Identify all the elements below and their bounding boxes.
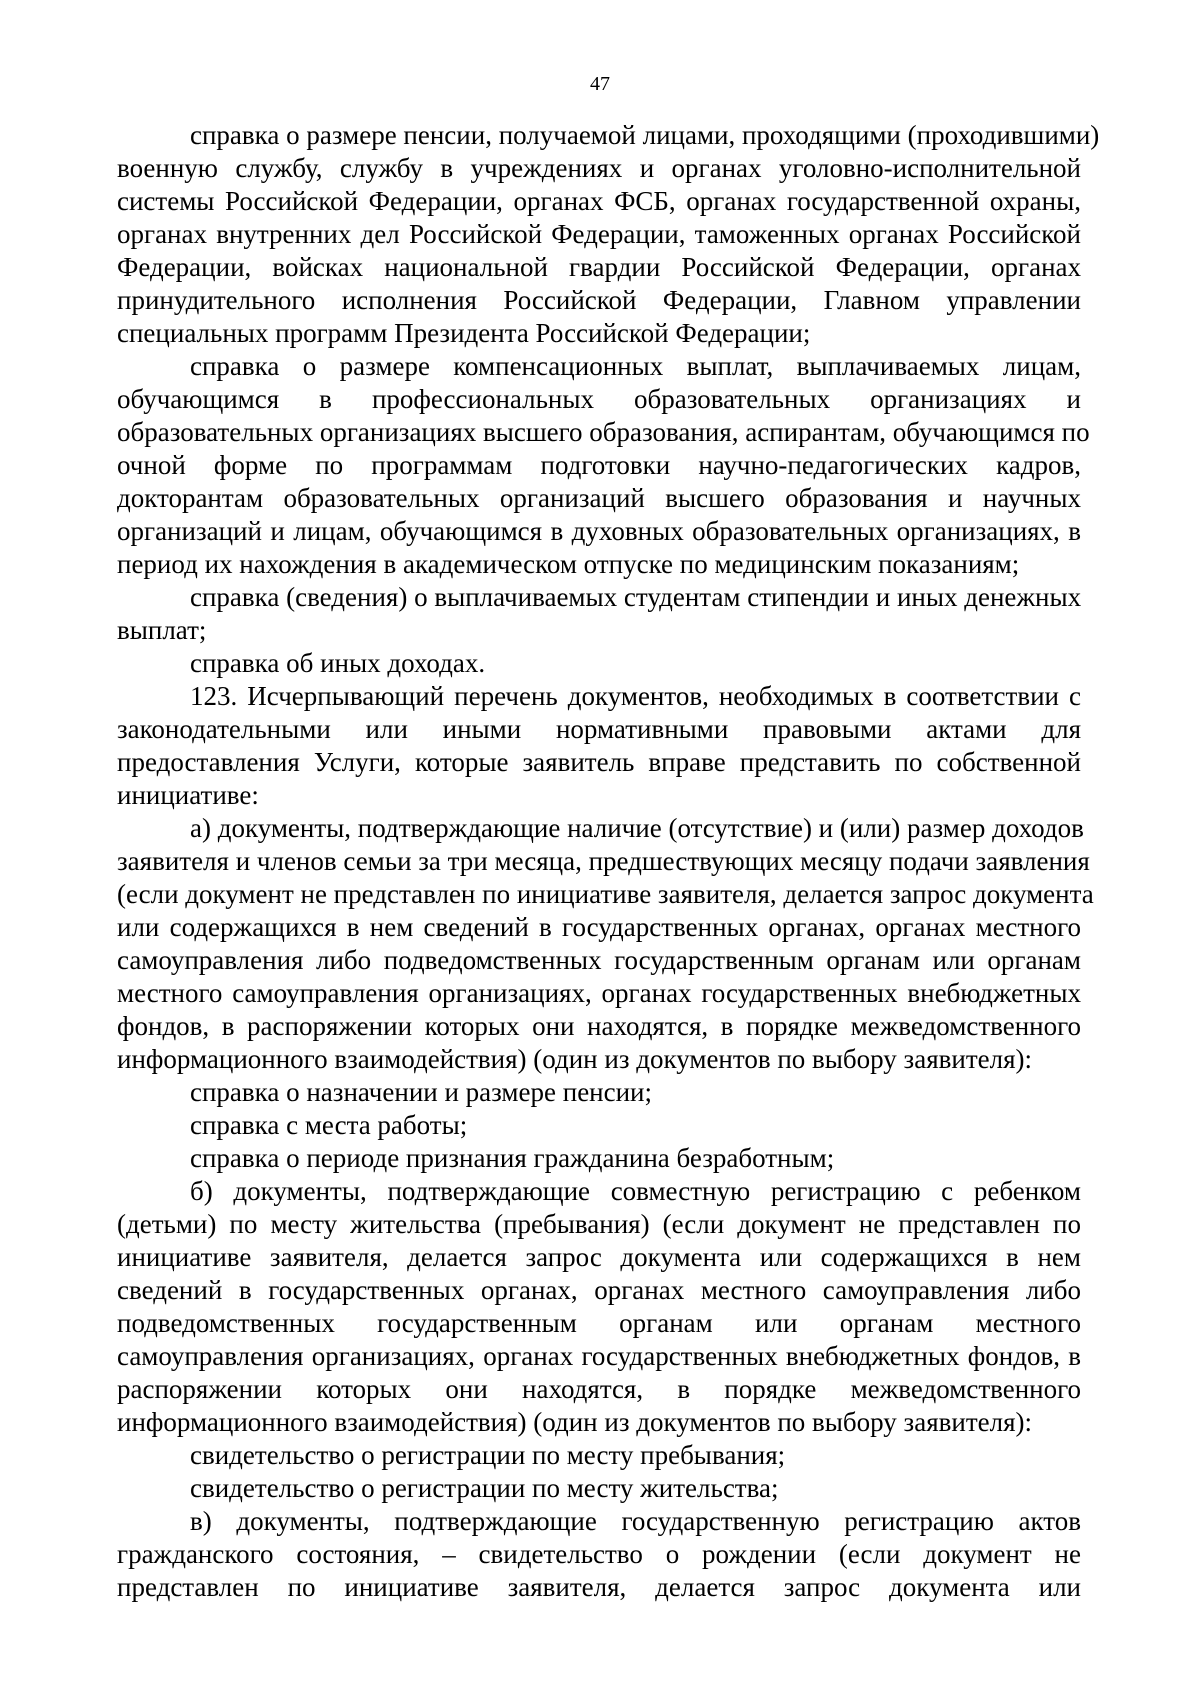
- text-line: а) документы, подтверждающие наличие (отсутствие) и (или) размер доходов: [190, 813, 1084, 843]
- text-line: справка о назначении и размере пенсии;: [190, 1077, 653, 1107]
- text-line: Федерации, войсках национальной гвардии Российской Федерации, органах: [117, 252, 1081, 282]
- text-line: период их нахождения в академическом отпуске по медицинским показаниям;: [117, 549, 1020, 579]
- text-line: законодательными или иными нормативными правовыми актами для: [117, 714, 1081, 744]
- text-line: или содержащихся в нем сведений в государственных органах, органах местного: [117, 912, 1081, 942]
- text-line: заявителя и членов семьи за три месяца, предшествующих месяцу подачи заявления: [117, 846, 1090, 876]
- text-line: справка с места работы;: [190, 1110, 468, 1140]
- text-line: специальных программ Президента Российской Федерации;: [117, 318, 811, 348]
- text-line: инициативе:: [117, 780, 259, 810]
- text-line: самоуправления организациях, органах государственных внебюджетных фондов, в: [117, 1341, 1081, 1371]
- text-line: сведений в государственных органах, органах местного самоуправления либо: [117, 1275, 1081, 1305]
- text-line: свидетельство о регистрации по месту пребывания;: [190, 1440, 786, 1470]
- text-line: справка о размере компенсационных выплат, выплачиваемых лицам,: [190, 351, 1081, 381]
- text-line: самоуправления либо подведомственных государственным органам или органам: [117, 945, 1081, 975]
- text-line: (детьми) по месту жительства (пребывания) (если документ не представлен по: [117, 1209, 1081, 1239]
- text-line: выплат;: [117, 615, 207, 645]
- text-line: организаций и лицам, обучающимся в духовных образовательных организациях, в: [117, 516, 1081, 546]
- text-line: справка о размере пенсии, получаемой лицами, проходящими (проходившими): [190, 120, 1100, 150]
- text-line: б) документы, подтверждающие совместную регистрацию с ребенком: [190, 1176, 1081, 1206]
- text-line: обучающимся в профессиональных образовательных организациях и: [117, 384, 1081, 414]
- text-line: справка (сведения) о выплачиваемых студентам стипендии и иных денежных: [190, 582, 1082, 612]
- text-line: справка о периоде признания гражданина безработным;: [190, 1143, 835, 1173]
- text-line: военную службу, службу в учреждениях и органах уголовно-исполнительной: [117, 153, 1081, 183]
- text-line: справка об иных доходах.: [190, 648, 486, 678]
- text-line: образовательных организациях высшего образования, аспирантам, обучающимся по: [117, 417, 1090, 447]
- text-line: (если документ не представлен по инициативе заявителя, делается запрос документа: [117, 879, 1094, 909]
- text-line: подведомственных государственным органам или органам местного: [117, 1308, 1081, 1338]
- text-line: инициативе заявителя, делается запрос документа или содержащихся в нем: [117, 1242, 1081, 1272]
- text-line: системы Российской Федерации, органах ФСБ, органах государственной охраны,: [117, 186, 1081, 216]
- text-line: 123. Исчерпывающий перечень документов, необходимых в соответствии с: [190, 681, 1081, 711]
- text-line: представлен по инициативе заявителя, делается запрос документа или: [117, 1572, 1081, 1602]
- text-line: принудительного исполнения Российской Федерации, Главном управлении: [117, 285, 1081, 315]
- text-line: свидетельство о регистрации по месту жительства;: [190, 1473, 779, 1503]
- text-line: очной форме по программам подготовки научно-педагогических кадров,: [117, 450, 1081, 480]
- text-line: в) документы, подтверждающие государственную регистрацию актов: [190, 1506, 1081, 1536]
- document-body: [117, 119, 1100, 1604]
- text-line: органах внутренних дел Российской Федерации, таможенных органах Российской: [117, 219, 1081, 249]
- page-number: 47: [590, 73, 610, 95]
- text-line: гражданского состояния, – свидетельство о рождении (если документ не: [117, 1539, 1081, 1569]
- text-line: информационного взаимодействия) (один из документов по выбору заявителя):: [117, 1044, 1032, 1074]
- text-line: предоставления Услуги, которые заявитель вправе представить по собственной: [117, 747, 1081, 777]
- text-line: местного самоуправления организациях, органах государственных внебюджетных: [117, 978, 1081, 1008]
- text-line: докторантам образовательных организаций высшего образования и научных: [117, 483, 1081, 513]
- text-line: информационного взаимодействия) (один из документов по выбору заявителя):: [117, 1407, 1032, 1437]
- text-line: распоряжении которых они находятся, в порядке межведомственного: [117, 1374, 1081, 1404]
- text-line: фондов, в распоряжении которых они находятся, в порядке межведомственного: [117, 1011, 1081, 1041]
